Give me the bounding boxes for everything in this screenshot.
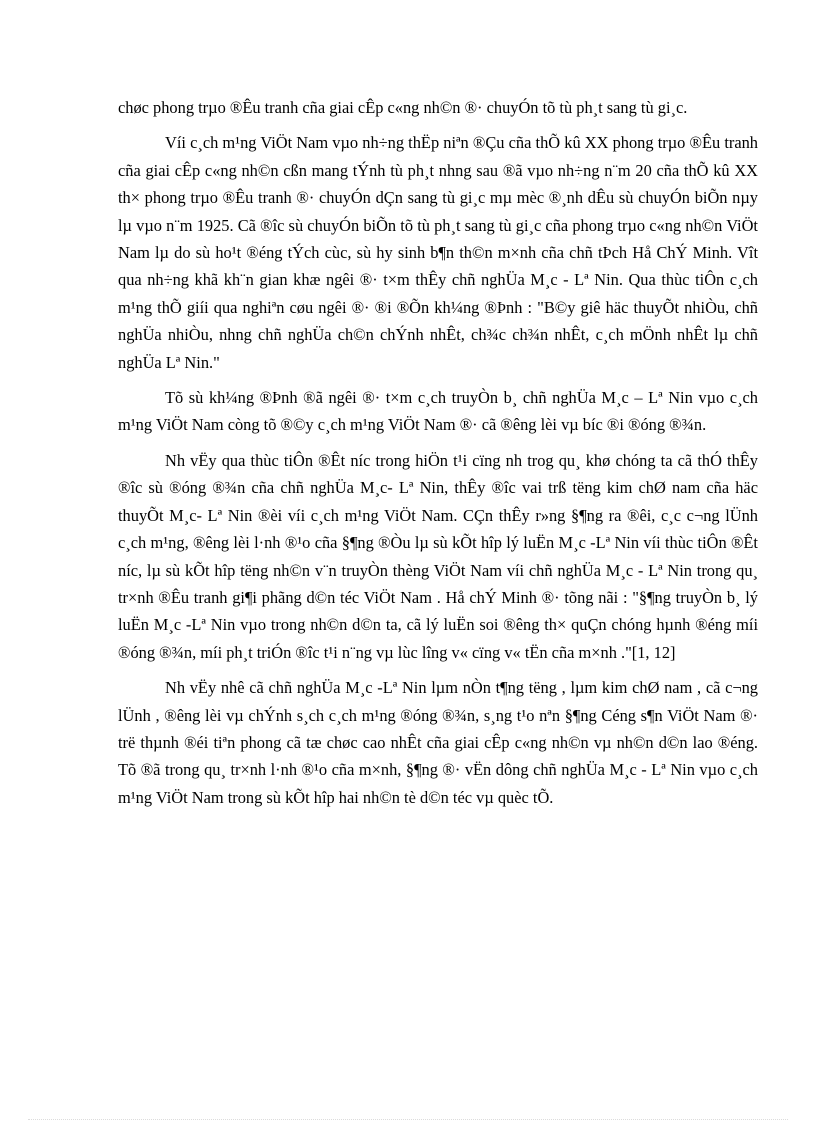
body-text	[118, 94, 758, 819]
paragraph-affirmation: Tõ sù kh¼ng ®Þnh ®ã ngêi ®· t×m c¸ch truyÒn b¸ chñ nghÜa M¸c – Lª Nin vµo c¸ch m¹ng ViÖt Nam còng tõ ®©y c¸ch m¹ng ViÖt Nam ®· cã ®êng lèi vµ bíc ®i ®óng ®¾n.	[118, 388, 758, 435]
paragraph-conclusion: Nh vËy nhê cã chñ nghÜa M¸c -Lª Nin lµm nÒn t¶ng tëng , lµm kim chØ nam , cã c¬ng lÜnh , ®êng lèi vµ chÝnh s¸ch c¸ch m¹ng ®óng ®¾n, s¸ng t¹o nªn §¶ng Céng s¶n ViÖt Nam ®· trë thµnh ®éi tiªn phong cã tæ chøc cao nhÊt cña giai cÊp c«ng nh©n vµ nh©n d©n lao ®éng. Tõ ®ã trong qu¸ tr×nh l·nh ®¹o cña m×nh, §¶ng ®· vËn dông chñ nghÜa M¸c - Lª Nin vµo c¸ch m¹ng ViÖt Nam trong sù kÕt hîp hai nh©n tè d©n téc vµ quèc tÕ.	[118, 678, 758, 807]
paragraph-practice: Nh vËy qua thùc tiÔn ®Êt níc trong hiÖn t¹i cïng nh trog qu¸ khø chóng ta cã thÓ thÊy ®îc sù ®óng ®¾n cña chñ nghÜa M¸c- Lª Nin, thÊy ®îc vai trß tëng kim chØ nam cña häc thuyÕt M¸c- Lª Nin ®èi víi c¸ch m¹ng ViÖt Nam. CÇn thÊy r»ng §¶ng ra ®êi, c¸c c¬ng lÜnh c¸ch m¹ng, ®êng lèi l·nh ®¹o cña §¶ng ®Òu lµ sù kÕt hîp lý luËn M¸c -Lª Nin víi thùc tiÔn ®Êt níc, lµ sù kÕt hîp tëng nh©n v¨n truyÒn thèng ViÖt Nam víi chñ nghÜa M¸c - Lª Nin trong qu¸ tr×nh ®Êu tranh gi¶i phãng d©n téc ViÖt Nam . Hå chÝ Minh ®· tõng nãi : "§¶ng truyÒn b¸ lý luËn M¸c -Lª Nin vµo trong nh©n d©n ta, cã lý luËn soi ®êng th× quÇn chóng hµnh ®éng míi ®óng ®¾n, míi ph¸t triÓn ®îc t¹i n¨ng vµ lùc lîng v« cïng v« tËn cña m×nh ."[1, 12]	[118, 450, 758, 662]
paragraph-continuation: chøc phong trµo ®Êu tranh cña giai cÊp c«ng nh©n ®· chuyÓn tõ tù ph¸t sang tù gi¸c.	[118, 98, 688, 117]
paragraph-revolution-history: Víi c¸ch m¹ng ViÖt Nam vµo nh÷ng thËp niªn ®Çu cña thÕ kû XX phong trµo ®Êu tranh cña giai cÊp c«ng nh©n cßn mang tÝnh tù ph¸t nhng sau ®ã vµo nh÷ng n¨m 20 cña thÕ kû XX th× phong trµo ®Êu tranh ®· chuyÓn dÇn sang tù gi¸c mµ mèc ®¸nh dÊu sù chuyÓn biÕn nµy lµ vµo n¨m 1925. Cã ®îc sù chuyÓn biÕn tõ tù ph¸t sang tù gi¸c cña phong trµo c«ng nh©n ViÖt Nam lµ do sù ho¹t ®éng tÝch cùc, sù hy sinh b¶n th©n m×nh cña chñ tÞch Hå ChÝ Minh. Vît qua nh÷ng khã kh¨n gian khæ ngêi ®· t×m thÊy chñ nghÜa M¸c - Lª Nin. Qua thùc tiÔn c¸ch m¹ng thÕ giíi qua nghiªn cøu ngêi ®· ®i ®Õn kh¼ng ®Þnh : "B©y giê häc thuyÕt nhiÒu, chñ nghÜa nhiÒu, nhng chñ nghÜa ch©n chÝnh nhÊt, ch¾c ch¾n nhÊt, c¸ch mÖnh nhÊt lµ chñ nghÜa Lª Nin."	[118, 133, 758, 372]
page-bottom-divider	[28, 1119, 788, 1120]
